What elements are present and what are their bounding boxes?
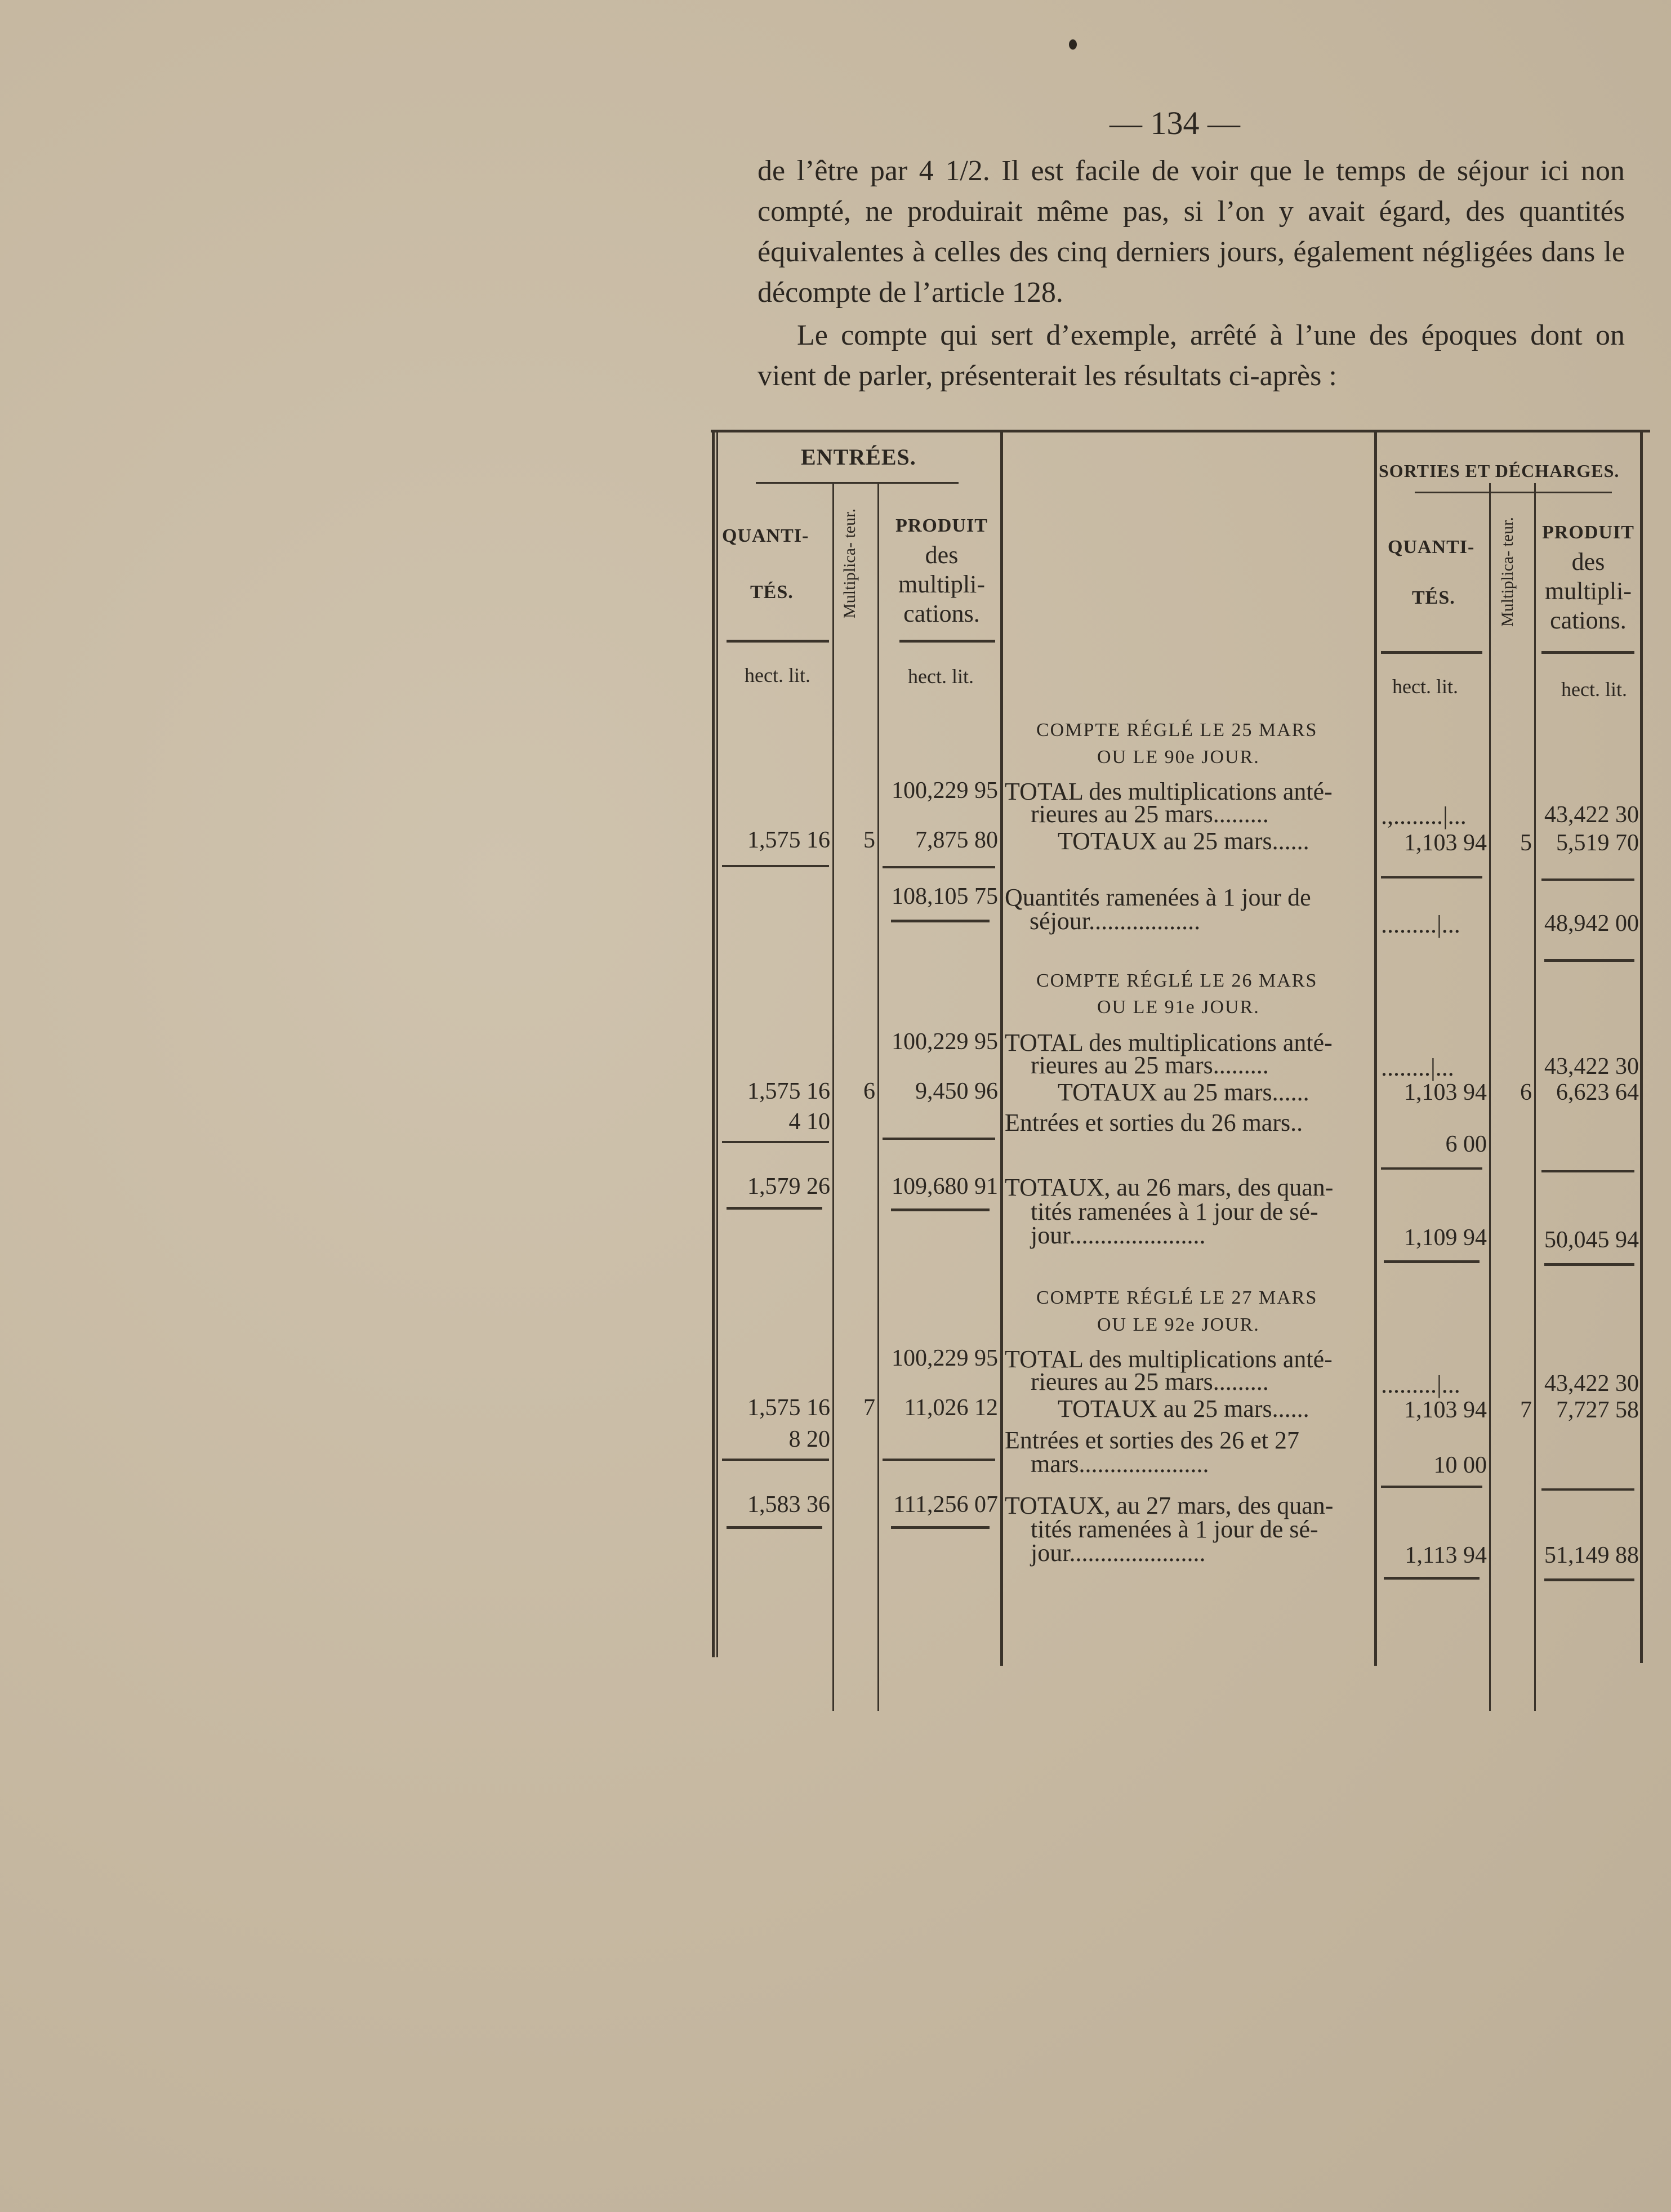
row-label: TOTAL des multiplications anté- bbox=[1005, 1029, 1333, 1056]
col-quantites-header: QUANTI- bbox=[722, 525, 809, 546]
row-label: TOTAUX, au 27 mars, des quan- bbox=[1005, 1492, 1334, 1519]
col-produit-line: multipli- bbox=[1545, 577, 1632, 605]
total-rule bbox=[891, 1208, 990, 1211]
cell-out-produit: 43,422 30 bbox=[1544, 802, 1639, 828]
row-label: TOTAUX au 25 mars...... bbox=[1058, 827, 1309, 855]
cell-out-dots: .........|... bbox=[1381, 1371, 1460, 1398]
cell-out-quantite: 1,103 94 bbox=[1404, 830, 1487, 856]
col-produit-header bbox=[885, 511, 998, 628]
table-top-rule bbox=[711, 430, 1650, 432]
col-divider bbox=[877, 483, 879, 1711]
row-label: Quantités ramenées à 1 jour de bbox=[1005, 884, 1311, 911]
row-label: séjour.................. bbox=[1030, 907, 1201, 935]
cell-out-produit: 48,942 00 bbox=[1544, 911, 1639, 936]
total-rule bbox=[1544, 1578, 1634, 1581]
cell-out-produit: 51,149 88 bbox=[1544, 1542, 1639, 1568]
header-bottom-rule bbox=[727, 640, 829, 643]
unit-label: hect. lit. bbox=[745, 664, 810, 686]
total-rule bbox=[1384, 1260, 1480, 1263]
cell-quantite: 1,575 16 bbox=[747, 1395, 830, 1421]
total-rule bbox=[1544, 1263, 1634, 1266]
header-bottom-rule bbox=[1541, 651, 1634, 654]
sum-rule bbox=[1381, 1167, 1482, 1170]
total-rule bbox=[1544, 959, 1634, 962]
cell-out-produit: 50,045 94 bbox=[1544, 1227, 1639, 1253]
cell-out-produit: 5,519 70 bbox=[1556, 830, 1639, 856]
sum-rule bbox=[1381, 1486, 1482, 1488]
cell-produit: 109,680 91 bbox=[892, 1174, 998, 1199]
col-quantites-header-out: QUANTI- bbox=[1388, 537, 1475, 558]
col-produit-line: des bbox=[925, 541, 959, 569]
col-divider bbox=[1374, 432, 1377, 1666]
cell-quantite: 1,579 26 bbox=[747, 1174, 830, 1199]
col-produit-line: cations. bbox=[903, 600, 980, 627]
section-heading: OU LE 92e JOUR. bbox=[1097, 1314, 1260, 1335]
cell-out-dots: .........|... bbox=[1381, 911, 1460, 938]
cell-out-dots: ........|... bbox=[1381, 1054, 1454, 1081]
col-quantites-header-out: TÉS. bbox=[1412, 587, 1455, 608]
col-produit-header-out bbox=[1538, 518, 1639, 635]
cell-multiplicateur: 7 bbox=[863, 1395, 875, 1421]
sum-rule bbox=[1541, 1488, 1634, 1491]
cell-out-quantite: 1,103 94 bbox=[1404, 1080, 1487, 1105]
unit-label: hect. lit. bbox=[1561, 678, 1627, 701]
total-rule bbox=[727, 1207, 822, 1210]
section-heading: COMPTE RÉGLÉ LE 26 MARS bbox=[1036, 970, 1318, 991]
sum-rule bbox=[883, 1459, 995, 1461]
total-rule bbox=[727, 1526, 822, 1529]
section-heading: OU LE 90e JOUR. bbox=[1097, 747, 1260, 768]
cell-out-produit: 6,623 64 bbox=[1556, 1080, 1639, 1105]
col-multiplicateur-header: Multiplica- teur. bbox=[840, 509, 859, 618]
entrees-title: ENTRÉES. bbox=[801, 444, 916, 470]
sum-rule bbox=[722, 1459, 829, 1461]
cell-out-produit: 7,727 58 bbox=[1556, 1397, 1639, 1423]
cell-out-produit: 43,422 30 bbox=[1544, 1054, 1639, 1080]
paragraph-1: de l’être par 4 1/2. Il est facile de voir que le temps de séjour ici non compté, ne produirait même pas, si l’on y avait égard, des quantités équivalentes à celles des cinq derniers jours, également négligées dans le décompte de l’article 128. bbox=[757, 155, 1625, 309]
cell-out-quantite: 1,109 94 bbox=[1404, 1225, 1487, 1251]
sum-rule bbox=[883, 1138, 995, 1140]
row-label: rieures au 25 mars......... bbox=[1031, 1368, 1269, 1395]
row-label: TOTAL des multiplications anté- bbox=[1005, 1345, 1333, 1373]
row-label: tités ramenées à 1 jour de sé- bbox=[1031, 1515, 1318, 1543]
total-rule bbox=[891, 920, 990, 922]
cell-produit: 100,229 95 bbox=[892, 1029, 998, 1055]
row-label: jour...................... bbox=[1031, 1539, 1206, 1567]
table-right-border bbox=[1640, 430, 1643, 1663]
sum-rule bbox=[722, 865, 829, 867]
sum-rule bbox=[1381, 876, 1482, 878]
col-produit-line: multipli- bbox=[898, 570, 985, 598]
cell-produit: 100,229 95 bbox=[892, 1345, 998, 1371]
cell-quantite: 1,583 36 bbox=[747, 1492, 830, 1518]
row-label: rieures au 25 mars......... bbox=[1031, 1051, 1269, 1079]
section-heading: OU LE 91e JOUR. bbox=[1097, 997, 1260, 1018]
unit-label: hect. lit. bbox=[908, 665, 974, 688]
cell-multiplicateur: 6 bbox=[863, 1078, 875, 1104]
section-heading: COMPTE RÉGLÉ LE 27 MARS bbox=[1036, 1287, 1318, 1308]
cell-produit: 7,875 80 bbox=[915, 827, 998, 853]
cell-produit: 11,026 12 bbox=[904, 1395, 998, 1421]
cell-out-multiplicateur: 6 bbox=[1520, 1080, 1532, 1105]
col-produit-line: des bbox=[1571, 548, 1605, 576]
row-label: jour...................... bbox=[1031, 1221, 1206, 1249]
cell-quantite: 4 10 bbox=[788, 1109, 830, 1135]
cell-produit: 9,450 96 bbox=[915, 1078, 998, 1104]
cell-quantite: 8 20 bbox=[788, 1426, 830, 1452]
cell-out-quantite: 6 00 bbox=[1445, 1131, 1487, 1157]
header-bottom-rule bbox=[899, 640, 995, 643]
col-produit-line: PRODUIT bbox=[1542, 522, 1634, 543]
cell-out-quantite: 10 00 bbox=[1433, 1452, 1487, 1478]
header-bottom-rule bbox=[1381, 651, 1482, 654]
sum-rule bbox=[883, 866, 995, 868]
cell-out-multiplicateur: 7 bbox=[1520, 1397, 1532, 1423]
row-label: rieures au 25 mars......... bbox=[1031, 800, 1269, 828]
row-label: TOTAUX au 25 mars...... bbox=[1058, 1395, 1309, 1422]
cell-produit: 100,229 95 bbox=[892, 778, 998, 804]
cell-out-produit: 43,422 30 bbox=[1544, 1371, 1639, 1397]
unit-label: hect. lit. bbox=[1392, 675, 1458, 698]
sum-rule bbox=[722, 1141, 829, 1143]
cell-out-multiplicateur: 5 bbox=[1520, 830, 1532, 856]
cell-quantite: 1,575 16 bbox=[747, 827, 830, 853]
row-label: TOTAL des multiplications anté- bbox=[1005, 778, 1333, 805]
ink-dot bbox=[1069, 39, 1077, 50]
cell-out-quantite: 1,103 94 bbox=[1404, 1397, 1487, 1423]
row-label: TOTAUX, au 26 mars, des quan- bbox=[1005, 1174, 1334, 1201]
table-left-border bbox=[712, 430, 715, 1657]
sorties-title: SORTIES ET DÉCHARGES. bbox=[1379, 461, 1620, 481]
sum-rule bbox=[1541, 878, 1634, 881]
cell-out-quantite: 1,113 94 bbox=[1405, 1542, 1487, 1568]
account-table bbox=[711, 421, 1650, 1660]
col-produit-line: cations. bbox=[1550, 606, 1627, 634]
row-label: tités ramenées à 1 jour de sé- bbox=[1031, 1198, 1318, 1225]
row-label: TOTAUX au 25 mars...... bbox=[1058, 1078, 1309, 1106]
col-produit-line: PRODUIT bbox=[895, 515, 988, 536]
col-multiplicateur-header-out: Multiplica- teur. bbox=[1498, 517, 1517, 627]
total-rule bbox=[1384, 1577, 1480, 1580]
total-rule bbox=[891, 1526, 990, 1529]
cell-quantite: 1,575 16 bbox=[747, 1078, 830, 1104]
page-number: — 134 — bbox=[1109, 105, 1240, 141]
cell-multiplicateur: 5 bbox=[863, 827, 875, 853]
cell-out-dots: .,........|... bbox=[1381, 802, 1467, 830]
row-label: Entrées et sorties des 26 et 27 bbox=[1005, 1426, 1299, 1454]
sum-rule bbox=[1541, 1170, 1634, 1172]
row-label: Entrées et sorties du 26 mars.. bbox=[1005, 1109, 1303, 1136]
section-heading: COMPTE RÉGLÉ LE 25 MARS bbox=[1036, 720, 1318, 741]
col-divider bbox=[1000, 432, 1003, 1666]
paragraph-2: Le compte qui sert d’exemple, arrêté à l’une des époques dont on vient de parler, présenterait les résultats ci-après : bbox=[757, 319, 1625, 392]
cell-produit: 111,256 07 bbox=[893, 1492, 998, 1518]
col-divider bbox=[716, 430, 718, 1657]
col-quantites-header: TÉS. bbox=[750, 582, 794, 603]
row-label: mars..................... bbox=[1031, 1450, 1209, 1478]
cell-produit: 108,105 75 bbox=[892, 884, 998, 909]
